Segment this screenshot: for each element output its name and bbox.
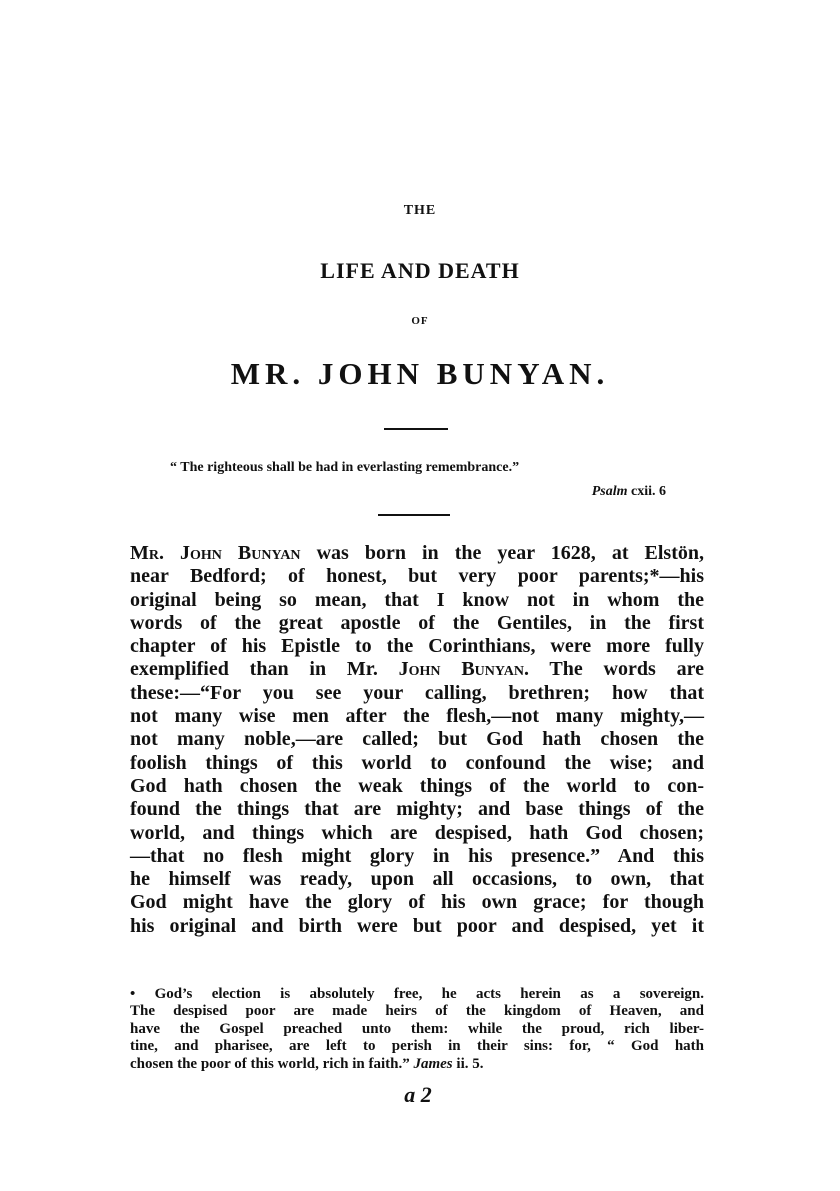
title-the: THE bbox=[403, 203, 437, 218]
body-line: not many wise men after the flesh,—not many mighty,— bbox=[130, 705, 704, 728]
footnote-line: • God’s election is absolutely free, he acts herein as a sovereign. bbox=[130, 986, 704, 1002]
epigraph-ref-book: Psalm bbox=[591, 484, 628, 499]
body-line bbox=[130, 542, 704, 565]
body-line: world, and things which are despised, hath God chosen; bbox=[130, 821, 704, 844]
body-line bbox=[130, 658, 704, 681]
body-line: chapter of his Epistle to the Corinthians, were more fully bbox=[130, 635, 704, 658]
footnote-line-text: chosen the poor of this world, rich in faith.” bbox=[130, 1055, 414, 1072]
footnote-line: The despised poor are made heirs of the kingdom of Heaven, and bbox=[130, 1003, 704, 1020]
title-name: MR. JOHN BUNYAN. bbox=[230, 356, 610, 391]
footnote-ref-book: James bbox=[413, 1055, 453, 1072]
body-line: original being so mean, that I know not in whom the bbox=[130, 588, 704, 611]
footnote-line: tine, and pharisee, are left to perish in their sins: for, “ God hath bbox=[130, 1038, 704, 1055]
body-line-text: exemplified than in Mr. bbox=[130, 658, 399, 681]
epigraph-quote: “ The righteous shall be had in everlasting remembrance.” bbox=[170, 460, 520, 475]
body-line: not many noble,—are called; but God hath chosen the bbox=[130, 728, 704, 751]
title-rule-bottom bbox=[378, 514, 450, 516]
epigraph-ref-num: cxii. 6 bbox=[627, 484, 666, 499]
body-line: —that no flesh might glory in his presence.” And this bbox=[130, 844, 704, 867]
body-line-text: was born in the year 1628, at Elstön, bbox=[300, 542, 704, 564]
epigraph-reference bbox=[420, 484, 666, 500]
body-name-smallcaps: John Bunyan bbox=[398, 658, 524, 681]
body-line: foolish things of this world to confound the wise; and bbox=[130, 751, 704, 774]
body-line: God hath chosen the weak things of the world to con- bbox=[130, 774, 704, 797]
body-line: found the things that are mighty; and base things of the bbox=[130, 798, 704, 821]
footnote bbox=[130, 986, 704, 1073]
signature-mark: a 2 bbox=[404, 1082, 432, 1107]
body-line-text: . The words are bbox=[523, 658, 704, 681]
footnote-line-text: ii. 5. bbox=[452, 1055, 484, 1072]
body-line: these:—“For you see your calling, brethren; how that bbox=[130, 681, 704, 704]
footnote-line bbox=[130, 1056, 704, 1073]
main-paragraph bbox=[130, 542, 704, 938]
body-line: words of the great apostle of the Gentiles, in the first bbox=[130, 611, 704, 634]
title-life-and-death: LIFE AND DEATH bbox=[320, 258, 520, 283]
body-line: near Bedford; of honest, but very poor parents;*—his bbox=[130, 565, 704, 588]
body-line: his original and birth were but poor and despised, yet it bbox=[130, 914, 704, 937]
title-of: OF bbox=[411, 315, 429, 327]
body-line: he himself was ready, upon all occasions, to own, that bbox=[130, 868, 704, 891]
body-name-smallcaps: Mr. John Bunyan bbox=[130, 542, 301, 564]
footnote-line: have the Gospel preached unto them: while the proud, rich liber- bbox=[130, 1020, 704, 1037]
title-rule-top bbox=[384, 428, 448, 430]
body-line: God might have the glory of his own grace; for though bbox=[130, 891, 704, 914]
